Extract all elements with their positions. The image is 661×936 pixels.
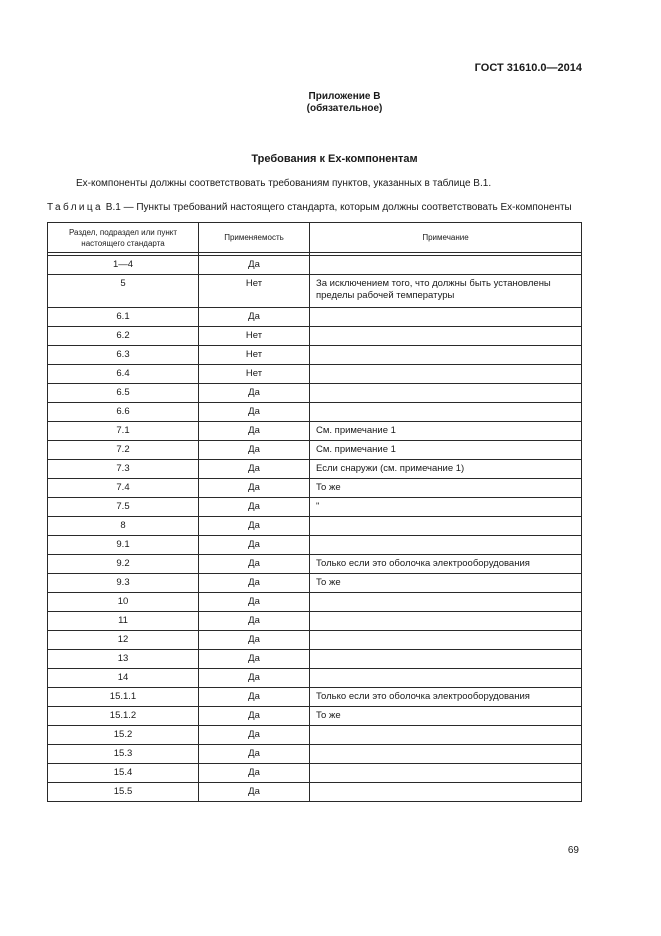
cell-section: 9.2 (48, 555, 199, 574)
table-row (48, 327, 582, 346)
cell-applicability: Да (199, 384, 310, 403)
cell-note (310, 612, 582, 631)
cell-note: То же (310, 707, 582, 726)
table-row (48, 726, 582, 745)
cell-note: См. примечание 1 (310, 422, 582, 441)
cell-note (310, 517, 582, 536)
cell-note: То же (310, 479, 582, 498)
table-caption-label: Таблица (47, 202, 104, 213)
cell-section: 12 (48, 631, 199, 650)
cell-note: Только если это оболочка электрооборудования (310, 688, 582, 707)
table-row (48, 574, 582, 593)
cell-section: 7.4 (48, 479, 199, 498)
table-row (48, 650, 582, 669)
cell-note (310, 403, 582, 422)
header-note: Примечание (310, 223, 582, 253)
cell-applicability: Да (199, 726, 310, 745)
table-row (48, 783, 582, 802)
table-row (48, 669, 582, 688)
table-row (48, 275, 582, 308)
cell-section: 7.5 (48, 498, 199, 517)
cell-applicability: Да (199, 631, 310, 650)
cell-section: 1—4 (48, 256, 199, 275)
cell-applicability: Нет (199, 275, 310, 308)
section-title: Требования к Ех-компонентам (251, 153, 418, 165)
table-row (48, 422, 582, 441)
table-row (48, 498, 582, 517)
cell-applicability: Да (199, 517, 310, 536)
standard-code: ГОСТ 31610.0—2014 (474, 62, 582, 74)
cell-note: Только если это оболочка электрооборудования (310, 555, 582, 574)
cell-section: 15.5 (48, 783, 199, 802)
table-row (48, 403, 582, 422)
cell-section: 6.5 (48, 384, 199, 403)
cell-note (310, 764, 582, 783)
table-row (48, 745, 582, 764)
cell-note (310, 669, 582, 688)
appendix-heading (0, 91, 661, 115)
table-row (48, 688, 582, 707)
cell-section: 6.2 (48, 327, 199, 346)
cell-section: 10 (48, 593, 199, 612)
cell-note: За исключением того, что должны быть установлены пределы рабочей температуры (310, 275, 582, 308)
cell-applicability: Да (199, 479, 310, 498)
cell-section: 14 (48, 669, 199, 688)
table-row (48, 308, 582, 327)
cell-section: 15.1.2 (48, 707, 199, 726)
cell-note (310, 384, 582, 403)
cell-applicability: Да (199, 403, 310, 422)
header-applicability: Применяемость (199, 223, 310, 253)
cell-section: 13 (48, 650, 199, 669)
cell-applicability: Нет (199, 365, 310, 384)
appendix-status: (обязательное) (306, 103, 383, 114)
cell-applicability: Да (199, 256, 310, 275)
cell-applicability: Да (199, 612, 310, 631)
cell-applicability: Да (199, 460, 310, 479)
table-caption (47, 202, 572, 213)
cell-applicability: Да (199, 441, 310, 460)
cell-applicability: Да (199, 745, 310, 764)
appendix-title: Приложение В (308, 91, 381, 102)
table-row (48, 593, 582, 612)
cell-applicability: Да (199, 764, 310, 783)
table-row (48, 536, 582, 555)
table-row (48, 764, 582, 783)
requirements-table (47, 222, 582, 802)
cell-section: 5 (48, 275, 199, 308)
cell-applicability: Да (199, 536, 310, 555)
cell-applicability: Нет (199, 327, 310, 346)
cell-note (310, 308, 582, 327)
cell-note (310, 256, 582, 275)
cell-section: 7.3 (48, 460, 199, 479)
cell-applicability: Да (199, 555, 310, 574)
cell-note: То же (310, 574, 582, 593)
table-caption-text: В.1 — Пункты требований настоящего стандарта, которым должны соответствовать Ех-компоненты (105, 202, 572, 213)
table-row (48, 441, 582, 460)
cell-applicability: Да (199, 498, 310, 517)
cell-note (310, 593, 582, 612)
cell-section: 7.1 (48, 422, 199, 441)
table-row (48, 365, 582, 384)
table-row (48, 384, 582, 403)
cell-applicability: Да (199, 574, 310, 593)
cell-applicability: Да (199, 783, 310, 802)
table-row (48, 256, 582, 275)
cell-note (310, 726, 582, 745)
cell-applicability: Да (199, 669, 310, 688)
cell-note (310, 650, 582, 669)
cell-note: Если снаружи (см. примечание 1) (310, 460, 582, 479)
intro-paragraph: Ех-компоненты должны соответствовать требованиям пунктов, указанных в таблице В.1. (76, 178, 492, 189)
cell-section: 15.3 (48, 745, 199, 764)
header-section: Раздел, подраздел или пункт настоящего стандарта (48, 223, 199, 253)
cell-section: 11 (48, 612, 199, 631)
cell-section: 15.1.1 (48, 688, 199, 707)
cell-applicability: Да (199, 422, 310, 441)
table-row (48, 555, 582, 574)
cell-section: 9.1 (48, 536, 199, 555)
cell-section: 6.1 (48, 308, 199, 327)
cell-note (310, 365, 582, 384)
table-row (48, 612, 582, 631)
table-header-row (48, 223, 582, 253)
cell-note (310, 346, 582, 365)
table-row (48, 346, 582, 365)
cell-note: " (310, 498, 582, 517)
cell-applicability: Да (199, 650, 310, 669)
cell-note (310, 631, 582, 650)
cell-applicability: Нет (199, 346, 310, 365)
cell-applicability: Да (199, 308, 310, 327)
table-row (48, 707, 582, 726)
cell-section: 6.6 (48, 403, 199, 422)
table-row (48, 479, 582, 498)
cell-section: 6.3 (48, 346, 199, 365)
cell-applicability: Да (199, 707, 310, 726)
cell-applicability: Да (199, 688, 310, 707)
cell-note (310, 536, 582, 555)
cell-note (310, 745, 582, 764)
table-row (48, 517, 582, 536)
cell-section: 15.2 (48, 726, 199, 745)
cell-note: См. примечание 1 (310, 441, 582, 460)
table-row (48, 460, 582, 479)
page-number: 69 (567, 845, 579, 856)
cell-section: 15.4 (48, 764, 199, 783)
cell-applicability: Да (199, 593, 310, 612)
cell-note (310, 327, 582, 346)
cell-note (310, 783, 582, 802)
cell-section: 6.4 (48, 365, 199, 384)
table-row (48, 631, 582, 650)
cell-section: 8 (48, 517, 199, 536)
cell-section: 7.2 (48, 441, 199, 460)
cell-section: 9.3 (48, 574, 199, 593)
